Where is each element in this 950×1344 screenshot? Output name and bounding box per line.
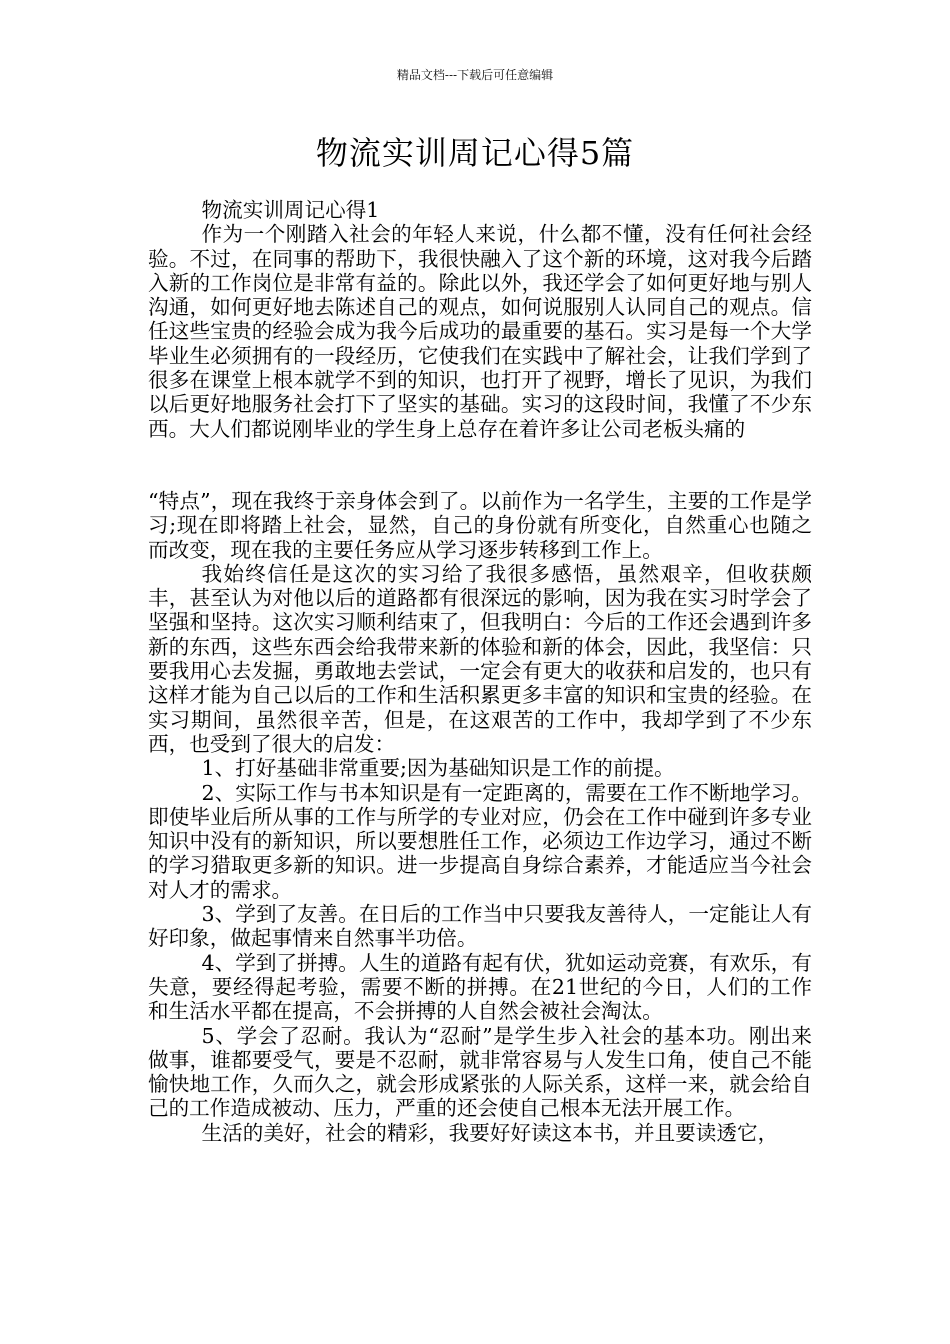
- list-item: 3、学到了友善。在日后的工作当中只要我友善待人，一定能让人有好印象，做起事情来自然事半功倍。: [148, 902, 812, 951]
- paragraph: 我始终信任是这次的实习给了我很多感悟，虽然艰辛，但收获颇丰，甚至认为对他以后的道路都有很深远的影响，因为我在实习时学会了坚强和坚持。这次实习顺利结束了，但我明白：今后的工作还会遇到许多新的东西，这些东西会给我带来新的体验和新的体会，因此，我坚信：只要我用心去发掘，勇敢地去尝试，一定会有更大的收获和启发的，也只有这样才能为自己以后的工作和生活积累更多丰富的知识和宝贵的经验。在实习期间，虽然很辛苦，但是，在这艰苦的工作中，我却学到了不少东西，也受到了很大的启发：: [148, 561, 812, 756]
- list-item: 1、打好基础非常重要;因为基础知识是工作的前提。: [201, 756, 675, 781]
- document-title: 物流实训周记心得5篇: [315, 134, 635, 172]
- header-note: 精品文档---下载后可任意编辑: [396, 68, 554, 82]
- list-item: 5、学会了忍耐。我认为“忍耐”是学生步入社会的基本功。刚出来做事，谁都要受气，要是不忍耐，就非常容易与人发生口角，使自己不能愉快地工作，久而久之，就会形成紧张的人际关系，这样一来，就会给自己的工作造成被动、压力，严重的还会使自己根本无法开展工作。: [148, 1023, 812, 1121]
- paragraph: 生活的美好，社会的精彩，我要好好读这本书，并且要读透它，: [201, 1120, 779, 1145]
- list-item: 4、学到了拼搏。人生的道路有起有伏，犹如运动竞赛，有欢乐，有失意，要经得起考验，需要不断的拼搏。在21世纪的今日，人们的工作和生活水平都在提高，不会拼搏的人自然会被社会淘汰。: [148, 950, 812, 1024]
- list-item: 2、实际工作与书本知识是有一定距离的，需要在工作不断地学习。即使毕业后所从事的工作与所学的专业对应，仍会在工作中碰到许多专业知识中没有的新知识，所以要想胜任工作，必须边工作边学习，通过不断的学习猎取更多新的知识。进一步提高自身综合素养，才能适应当今社会对人才的需求。: [148, 780, 812, 902]
- section-heading: 物流实训周记心得1: [201, 198, 380, 222]
- paragraph: 作为一个刚踏入社会的年轻人来说，什么都不懂，没有任何社会经验。不过，在同事的帮助下，我很快融入了这个新的环境，这对我今后踏入新的工作岗位是非常有益的。除此以外，我还学会了如何更好地与别人沟通，如何更好地去陈述自己的观点，如何说服别人认同自己的观点。信任这些宝贵的经验会成为我今后成功的最重要的基石。实习是每一个大学毕业生必须拥有的一段经历，它使我们在实践中了解社会，让我们学到了很多在课堂上根本就学不到的知识，也打开了视野，增长了见识，为我们以后更好地服务社会打下了坚实的基础。实习的这段时间，我懂了不少东西。大人们都说刚毕业的学生身上总存在着许多让公司老板头痛的: [148, 222, 812, 441]
- document-body: [148, 198, 812, 1145]
- paragraph: “特点”，现在我终于亲身体会到了。以前作为一名学生，主要的工作是学习;现在即将踏上社会，显然，自己的身份就有所变化，自然重心也随之而改变，现在我的主要任务应从学习逐步转移到工作上。: [148, 488, 812, 562]
